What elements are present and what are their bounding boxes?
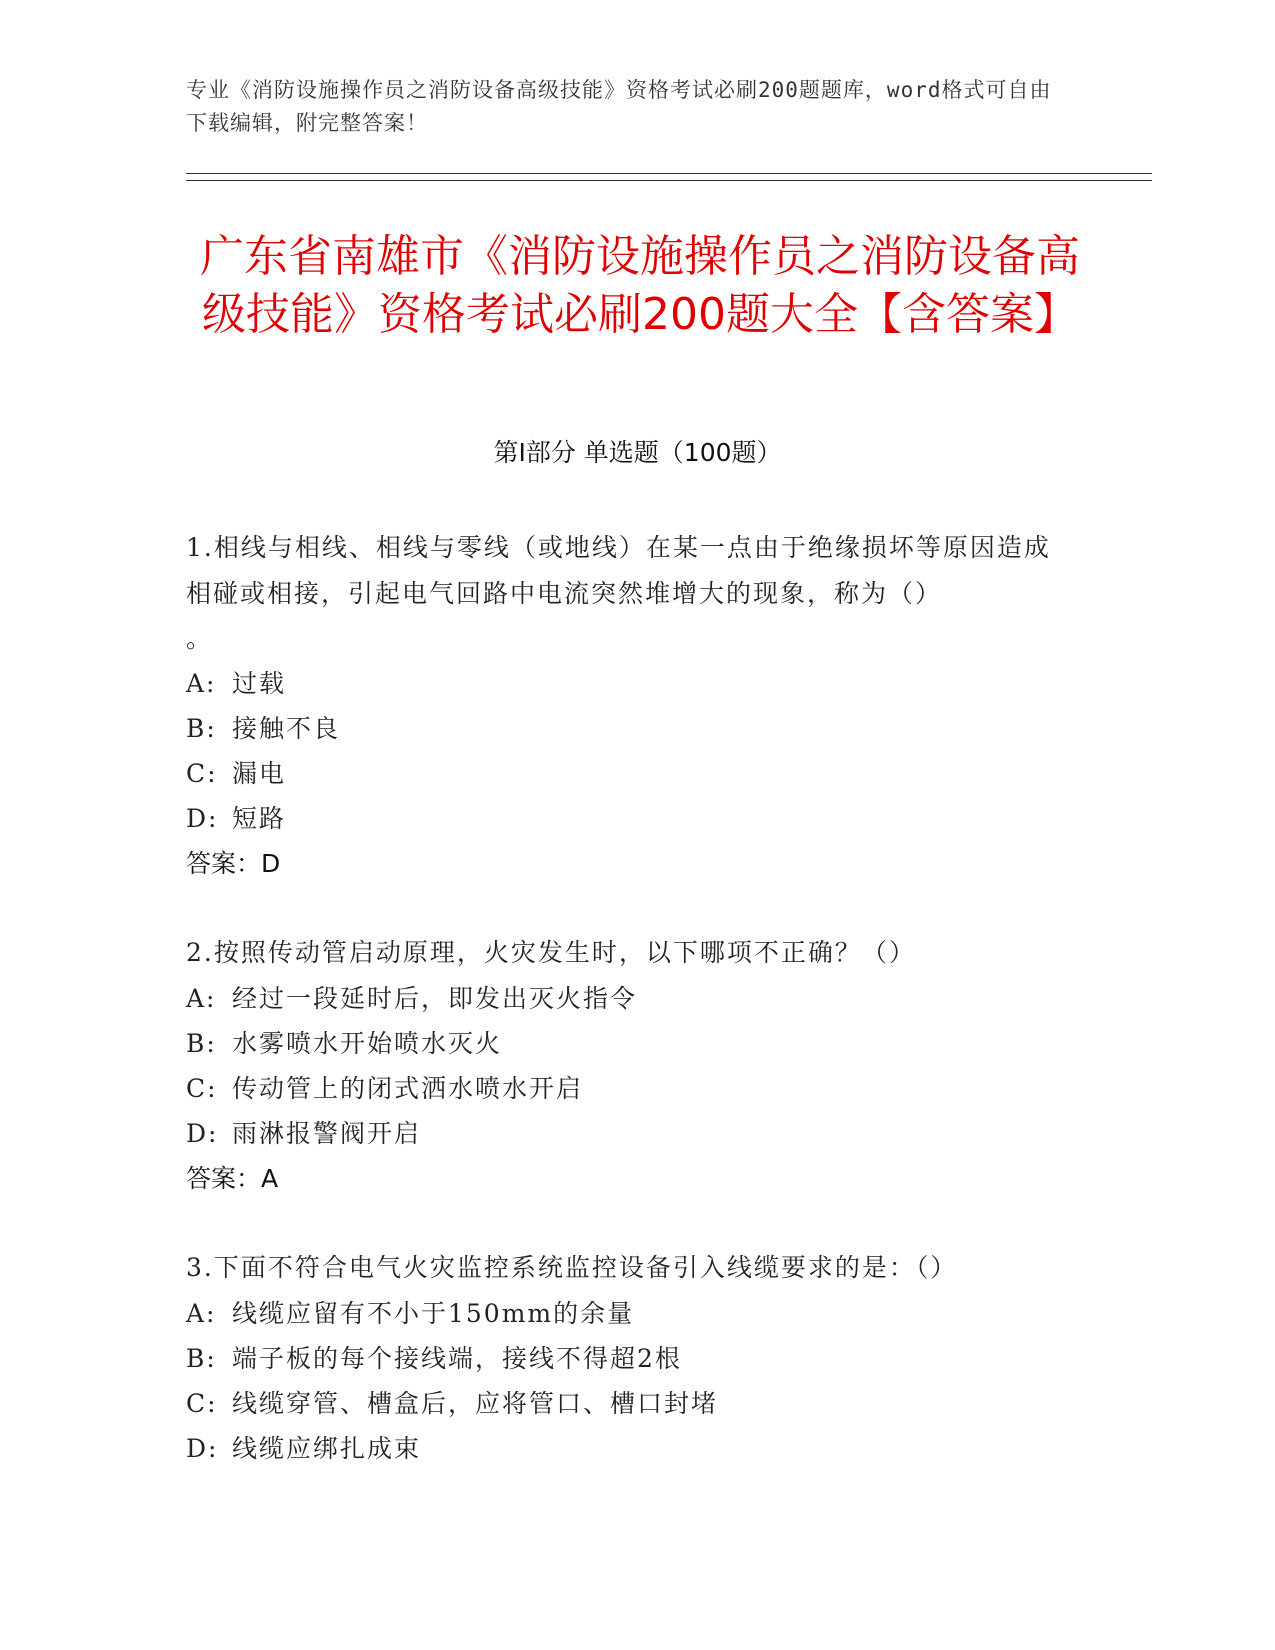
option-d (186, 1426, 1066, 1471)
question-2 (186, 930, 1066, 1202)
option-a (186, 1291, 1066, 1336)
question-3 (186, 1245, 1066, 1471)
option-c (186, 1066, 1066, 1111)
option-key: A: (186, 669, 217, 698)
option-key: B: (186, 1344, 217, 1373)
option-key: B: (186, 714, 217, 743)
question-stem-tail: 。 (186, 624, 212, 653)
option-b (186, 1021, 1066, 1066)
option-c (186, 1381, 1066, 1426)
option-key: C: (186, 1074, 218, 1103)
question-stem: 1.相线与相线、相线与零线（或地线）在某一点由于绝缘损坏等原因造成相碰或相接，引起电气回路中电流突然堆增大的现象，称为（） (186, 533, 1051, 608)
option-text: 接触不良 (232, 714, 341, 743)
option-text: 传动管上的闭式洒水喷水开启 (232, 1074, 584, 1103)
option-key: C: (186, 1389, 218, 1418)
option-text: 线缆应绑扎成束 (232, 1434, 422, 1463)
question-stem: 2.按照传动管启动原理，火灾发生时，以下哪项不正确？（） (186, 938, 916, 967)
section-title: 第I部分 单选题（100题） (493, 438, 782, 467)
option-text: 经过一段延时后，即发出灭火指令 (232, 984, 638, 1013)
question-list (186, 525, 1066, 1514)
option-text: 短路 (232, 804, 287, 833)
option-text: 端子板的每个接线端，接线不得超2根 (232, 1344, 682, 1373)
option-key: C: (186, 759, 218, 788)
option-text: 线缆穿管、槽盒后，应将管口、槽口封堵 (232, 1389, 719, 1418)
answer-line: 答案：A (186, 1164, 279, 1193)
header-rule-top (186, 173, 1152, 174)
option-d (186, 796, 1066, 841)
option-key: D: (186, 804, 219, 833)
header-rule-bottom (186, 180, 1152, 181)
answer-line: 答案：D (186, 849, 281, 878)
option-a (186, 976, 1066, 1021)
option-a (186, 661, 1066, 706)
option-key: A: (186, 1299, 217, 1328)
option-b (186, 706, 1066, 751)
header-note: 专业《消防设施操作员之消防设备高级技能》资格考试必刷200题题库，word格式可自由下载编辑，附完整答案！ (186, 78, 1052, 135)
option-key: A: (186, 984, 217, 1013)
option-b (186, 1336, 1066, 1381)
option-text: 水雾喷水开始喷水灭火 (232, 1029, 503, 1058)
option-text: 过载 (232, 669, 287, 698)
option-text: 线缆应留有不小于150mm的余量 (232, 1299, 635, 1328)
question-1 (186, 525, 1066, 887)
option-text: 雨淋报警阀开启 (232, 1119, 422, 1148)
option-text: 漏电 (232, 759, 287, 788)
option-c (186, 751, 1066, 796)
question-stem: 3.下面不符合电气火灾监控系统监控设备引入线缆要求的是：（） (186, 1253, 958, 1282)
document-title: 广东省南雄市《消防设施操作员之消防设备高级技能》资格考试必刷200题大全【含答案】 (200, 231, 1080, 340)
option-key: D: (186, 1434, 219, 1463)
option-key: B: (186, 1029, 217, 1058)
option-d (186, 1111, 1066, 1156)
option-key: D: (186, 1119, 219, 1148)
